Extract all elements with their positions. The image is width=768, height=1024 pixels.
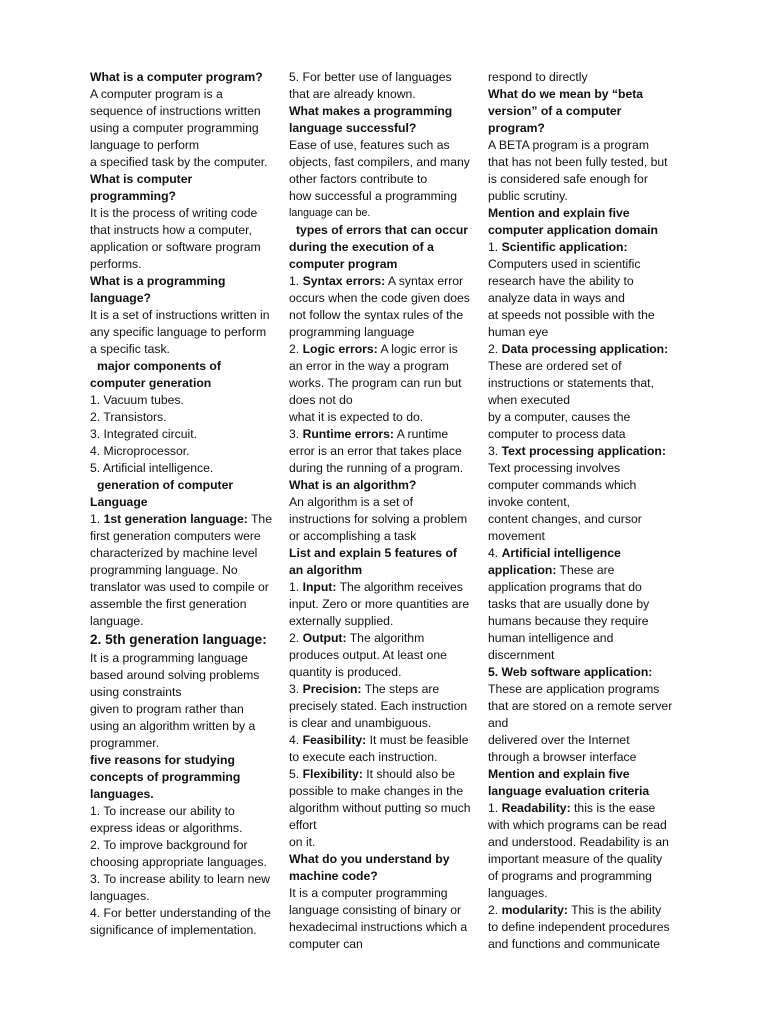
line-text: this is the ease [570, 801, 656, 815]
text-line: 2. To improve background for [90, 838, 248, 852]
text-line: application programs that do [488, 580, 642, 594]
text-line: using a computer programming [90, 121, 259, 135]
text-line [289, 766, 479, 783]
text-line: quantity is produced. [289, 665, 402, 679]
text-line: that instructs how a computer, [90, 223, 252, 237]
text-line: important measure of the quality [488, 852, 663, 866]
text-line: using constraints [90, 685, 182, 699]
line-prefix: 5. [289, 767, 303, 781]
text-line: to define independent procedures [488, 920, 670, 934]
text-line: It is a set of instructions written in [90, 308, 270, 322]
text-line: computer application domain [488, 223, 658, 237]
text-line: content changes, and cursor [488, 512, 642, 526]
line-text: The [247, 512, 272, 526]
text-line: input. Zero or more quantities are [289, 597, 470, 611]
term-label: Syntax errors: [302, 274, 386, 288]
text-line: It is a computer programming [289, 886, 448, 900]
line-text: The algorithm [346, 631, 425, 645]
text-line: What makes a programming [289, 104, 453, 118]
text-line: based around solving problems [90, 668, 260, 682]
text-line: program? [488, 121, 545, 135]
text-line: instructions for solving a problem [289, 512, 468, 526]
text-line: movement [488, 529, 545, 543]
text-line: given to program rather than [90, 702, 244, 716]
text-line: respond to directly [488, 70, 588, 84]
text-line: language consisting of binary or [289, 903, 462, 917]
line-prefix: 1. [289, 274, 303, 288]
text-line: language? [90, 291, 151, 305]
line-prefix: 2. [289, 342, 303, 356]
text-line: language can be. [289, 207, 371, 219]
text-line: What is a programming [90, 274, 226, 288]
text-line: hexadecimal instructions which a [289, 920, 468, 934]
term-label: Logic errors: [302, 342, 378, 356]
text-line: Text processing involves [488, 461, 621, 475]
term-label: Input: [302, 580, 337, 594]
text-line: What is an algorithm? [289, 478, 417, 492]
text-line [289, 426, 479, 443]
text-line: These are application programs [488, 682, 660, 696]
text-line: What do you understand by [289, 852, 450, 866]
text-line: 3. To increase ability to learn new [90, 872, 270, 886]
line-text: It must be feasible [366, 733, 469, 747]
column-right [488, 69, 682, 953]
term-label: Artificial intelligence [501, 546, 621, 560]
text-line: application or software program [90, 240, 261, 254]
line-text: A logic error is [377, 342, 458, 356]
text-line: any specific language to perform [90, 325, 267, 339]
line-text: It should also be [362, 767, 455, 781]
text-line: 5. Artificial intelligence. [90, 461, 214, 475]
text-line: choosing appropriate languages. [90, 855, 267, 869]
text-line: that has not been fully tested, but [488, 155, 668, 169]
text-line: Ease of use, features such as [289, 138, 450, 152]
line-prefix: 1. [488, 801, 502, 815]
text-line: A BETA program is a program [488, 138, 649, 152]
text-line: sequence of instructions written [90, 104, 261, 118]
text-line: human eye [488, 325, 549, 339]
text-line: language to perform [90, 138, 200, 152]
line-text: This is the ability [567, 903, 662, 917]
text-line: computer commands which [488, 478, 637, 492]
text-line: analyze data in ways and [488, 291, 625, 305]
text-line [488, 443, 682, 460]
text-line: 1. Vacuum tubes. [90, 393, 184, 407]
text-line [488, 545, 682, 562]
term-label: Flexibility: [302, 767, 363, 781]
text-line: that are already known. [289, 87, 416, 101]
text-line: does not do [289, 393, 353, 407]
text-line: programming language [289, 325, 415, 339]
line-prefix: 3. [289, 682, 303, 696]
text-line: through a browser interface [488, 750, 637, 764]
text-line: first generation computers were [90, 529, 261, 543]
text-line [289, 273, 479, 290]
text-line: by a computer, causes the [488, 410, 631, 424]
line-prefix: 4. [289, 733, 303, 747]
text-line [488, 902, 682, 919]
text-line: possible to make changes in the [289, 784, 464, 798]
text-line: when executed [488, 393, 570, 407]
text-line: other factors contribute to [289, 172, 428, 186]
line-text: The algorithm receives [336, 580, 463, 594]
text-line: 3. Integrated circuit. [90, 427, 198, 441]
text-line: language evaluation criteria [488, 784, 650, 798]
text-line: on it. [289, 835, 316, 849]
text-line: to execute each instruction. [289, 750, 438, 764]
text-line: programming language. No [90, 563, 238, 577]
line-prefix: 3. [488, 444, 502, 458]
text-line: translator was used to compile or [90, 580, 269, 594]
text-line: computer can [289, 937, 363, 951]
term-label: Scientific application: [501, 240, 628, 254]
text-line: a specific task. [90, 342, 170, 356]
text-line: Mention and explain five [488, 767, 630, 781]
text-line: types of errors that can occur [296, 223, 469, 237]
term-label: Readability: [501, 801, 571, 815]
text-line: and understood. Readability is an [488, 835, 669, 849]
text-line: tasks that are usually done by [488, 597, 650, 611]
line-text: These are [556, 563, 615, 577]
text-line: Language [90, 495, 148, 509]
text-line [488, 562, 682, 579]
text-line: five reasons for studying [90, 753, 235, 767]
text-line: using an algorithm written by a [90, 719, 256, 733]
text-line: 2. Transistors. [90, 410, 167, 424]
line-prefix: 2. [488, 342, 502, 356]
text-line [289, 732, 479, 749]
text-line [289, 681, 479, 698]
text-line: major components of [97, 359, 221, 373]
text-line [488, 341, 682, 358]
text-line: humans because they require [488, 614, 649, 628]
text-line: generation of computer [97, 478, 234, 492]
term-label: modularity: [501, 903, 568, 917]
text-line: instructions or statements that, [488, 376, 654, 390]
text-line: invoke content, [488, 495, 570, 509]
text-line: research have the ability to [488, 274, 634, 288]
term-label: Feasibility: [302, 733, 367, 747]
line-text: A runtime [394, 427, 449, 441]
text-line: 4. Microprocessor. [90, 444, 190, 458]
text-line: is clear and unambiguous. [289, 716, 432, 730]
column-left [90, 69, 278, 939]
column-middle [289, 69, 479, 953]
text-line: 5. Web software application: [488, 665, 653, 679]
text-line: that are stored on a remote server [488, 699, 673, 713]
text-line: languages. [90, 787, 154, 801]
text-line: algorithm without putting so much [289, 801, 471, 815]
text-line: express ideas or algorithms. [90, 821, 243, 835]
text-line: externally supplied. [289, 614, 394, 628]
text-line: what it is expected to do. [289, 410, 424, 424]
line-text: The steps are [361, 682, 440, 696]
text-line: programming? [90, 189, 176, 203]
text-line: a specified task by the computer. [90, 155, 268, 169]
line-prefix: 2. [289, 631, 303, 645]
text-line: not follow the syntax rules of the [289, 308, 464, 322]
term-label: Runtime errors: [302, 427, 394, 441]
text-line: works. The program can run but [289, 376, 462, 390]
text-line: precisely stated. Each instruction [289, 699, 468, 713]
line-text: A syntax error [385, 274, 464, 288]
text-line: objects, fast compilers, and many [289, 155, 470, 169]
text-line [289, 630, 479, 647]
text-line: Mention and explain five [488, 206, 630, 220]
text-line: languages. [488, 886, 548, 900]
line-prefix: 3. [289, 427, 303, 441]
text-line: or accomplishing a task [289, 529, 417, 543]
text-line: with which programs can be read [488, 818, 667, 832]
text-line: is considered safe enough for [488, 172, 648, 186]
text-line: computer to process data [488, 427, 626, 441]
text-line: at speeds not possible with the [488, 308, 655, 322]
text-line: language successful? [289, 121, 417, 135]
text-line: and [488, 716, 509, 730]
text-line: performs. [90, 257, 142, 271]
text-line: An algorithm is a set of [289, 495, 413, 509]
term-label: application: [488, 563, 557, 577]
text-line: What do we mean by “beta [488, 87, 644, 101]
text-line [90, 511, 278, 528]
text-line: error is an error that takes place [289, 444, 462, 458]
text-line: List and explain 5 features of [289, 546, 457, 560]
text-line: Computers used in scientific [488, 257, 641, 271]
text-line: characterized by machine level [90, 546, 258, 560]
term-label: Text processing application: [501, 444, 666, 458]
text-line: programmer. [90, 736, 160, 750]
text-line: computer program [289, 257, 398, 271]
text-line: an error in the way a program [289, 359, 449, 373]
text-line: an algorithm [289, 563, 363, 577]
term-label: 1st generation language: [103, 512, 248, 526]
text-line: discernment [488, 648, 555, 662]
text-line: human intelligence and [488, 631, 614, 645]
term-label: Data processing application: [501, 342, 669, 356]
text-line: delivered over the Internet [488, 733, 630, 747]
text-line: machine code? [289, 869, 378, 883]
text-line [289, 341, 479, 358]
text-line: how successful a programming [289, 189, 457, 203]
text-line: 2. 5th generation language: [90, 632, 267, 647]
text-line: effort [289, 818, 317, 832]
text-line: during the running of a program. [289, 461, 464, 475]
text-line: significance of implementation. [90, 923, 257, 937]
text-line: What is computer [90, 172, 193, 186]
line-prefix: 1. [289, 580, 303, 594]
text-line: assemble the first generation [90, 597, 247, 611]
text-line: public scrutiny. [488, 189, 568, 203]
text-line: A computer program is a [90, 87, 223, 101]
text-line: 1. To increase our ability to [90, 804, 235, 818]
line-prefix: 1. [90, 512, 104, 526]
term-label: Output: [302, 631, 347, 645]
text-line: language. [90, 614, 144, 628]
text-line: produces output. At least one [289, 648, 447, 662]
line-prefix: 1. [488, 240, 502, 254]
text-line: It is a programming language [90, 651, 248, 665]
text-line: and functions and communicate [488, 937, 661, 951]
text-line [488, 800, 682, 817]
text-line: during the execution of a [289, 240, 434, 254]
text-line: version” of a computer [488, 104, 622, 118]
term-label: Precision: [302, 682, 362, 696]
text-line: concepts of programming [90, 770, 241, 784]
text-line [289, 579, 479, 596]
text-line: languages. [90, 889, 150, 903]
line-prefix: 4. [488, 546, 502, 560]
line-prefix: 2. [488, 903, 502, 917]
text-line: occurs when the code given does [289, 291, 470, 305]
text-line [488, 239, 682, 256]
text-line: computer generation [90, 376, 212, 390]
text-line: It is the process of writing code [90, 206, 258, 220]
text-line: What is a computer program? [90, 70, 263, 84]
text-line: 5. For better use of languages [289, 70, 452, 84]
text-line: of programs and programming [488, 869, 652, 883]
text-line: These are ordered set of [488, 359, 622, 373]
text-line: 4. For better understanding of the [90, 906, 271, 920]
